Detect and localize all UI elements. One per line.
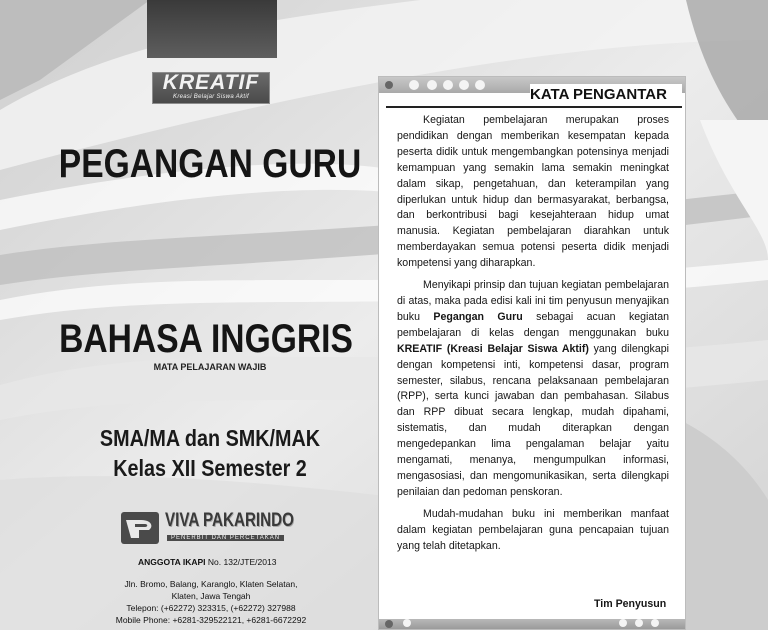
text-run: Menyikapi prinsip dan tujuan kegiatan pembelajaran di atas, maka pada edisi kali ini tim penyusun menyajikan buku — [397, 279, 669, 323]
panel-bottom-bar — [379, 619, 685, 629]
ikapi-label: ANGGOTA IKAPI — [138, 557, 206, 567]
dot-icon — [651, 619, 659, 627]
decorative-band — [147, 0, 277, 58]
subject-note: MATA PELAJARAN WAJIB — [153, 362, 267, 372]
emphasis-text: KREATIF (Kreasi Belajar Siswa Aktif) — [397, 342, 589, 355]
foreword-heading: KATA PENGANTAR — [530, 84, 682, 106]
dot-icon — [403, 619, 411, 627]
publisher-emblem-icon — [121, 512, 159, 544]
phone-line: Telepon: (+62272) 323315, (+62272) 327988 — [126, 603, 296, 613]
ikapi-number: No. 132/JTE/2013 — [207, 557, 277, 567]
book-subject: BAHASA INGGRIS — [59, 317, 353, 361]
dot-icon — [385, 620, 393, 628]
heading-rule — [386, 106, 682, 108]
dot-icon — [409, 80, 419, 90]
class-semester: Kelas XII Semester 2 — [113, 455, 307, 481]
dot-icon — [427, 80, 437, 90]
publisher-name: VIVA PAKARINDO — [165, 510, 294, 531]
mobile-line: Mobile Phone: +6281-329522121, +6281-6672292 — [115, 615, 307, 625]
dot-icon — [443, 80, 453, 90]
publisher-subtitle: PENERBIT DAN PERCETAKAN — [167, 535, 284, 541]
dot-icon — [619, 619, 627, 627]
logo-tagline: Kreasi Belajar Siswa Aktif — [173, 94, 249, 100]
foreword-body — [397, 113, 669, 560]
kreatif-logo — [152, 72, 270, 104]
address-line: Jln. Bromo, Balang, Karanglo, Klaten Selatan, — [124, 579, 298, 589]
signature: Tim Penyusun — [594, 598, 667, 610]
ikapi-membership — [138, 557, 276, 567]
dot-icon — [635, 619, 643, 627]
text-run: sebagai acuan kegiatan pembelajaran di kelas dengan menggunakan buku — [397, 310, 669, 339]
publisher-logo — [121, 510, 299, 548]
dot-icon — [459, 80, 469, 90]
paragraph: Mudah-mudahan buku ini memberikan manfaat dalam kegiatan pembelajaran guna pencapaian tujuan yang telah ditetapkan. — [397, 507, 669, 552]
text-run: yang dilengkapi dengan kompetensi inti, kompetensi dasar, program semester, silabus, rencana pelaksanaan pembelajaran (RPP), serta kunci jawaban dan pembahasan. Silabus dan RPP dibuat secara lengkap, mudah dipahami, sistematis, dan mudah diterapkan dengan mengedepankan lima pengalaman belajar yaitu mengamati, menanya, mengumpulkan informasi, mengasosiasi, dan mengomunikasikan, serta dilengkapi penilaian dan pedoman penskoran. — [397, 342, 669, 498]
dot-icon — [385, 81, 393, 89]
paragraph: Kegiatan pembelajaran merupakan proses pendidikan dengan memberikan kesempatan kepada peserta didik untuk mengembangkan potensinya menjadi kemampuan yang semakin lama semakin meningkat dalam sikap, pengetahuan, dan keterampilan yang diperlukan untuk hidup dan bermasyarakat, berbangsa, dan berkontribusi bagi kesejahteraan hidup umat manusia. Kegiatan pembelajaran diarahkan untuk memberdayakan semua potensi peserta didik menjadi kompetensi yang diharapkan. — [397, 114, 669, 270]
book-title: PEGANGAN GURU — [58, 142, 362, 186]
logo-text: KREATIF — [162, 71, 260, 94]
emphasis-text: Pegangan Guru — [433, 310, 523, 323]
dot-icon — [475, 80, 485, 90]
paragraph — [397, 278, 669, 501]
address-line: Klaten, Jawa Tengah — [171, 591, 251, 601]
school-level: SMA/MA dan SMK/MAK — [99, 425, 321, 451]
publisher-address — [80, 578, 342, 626]
